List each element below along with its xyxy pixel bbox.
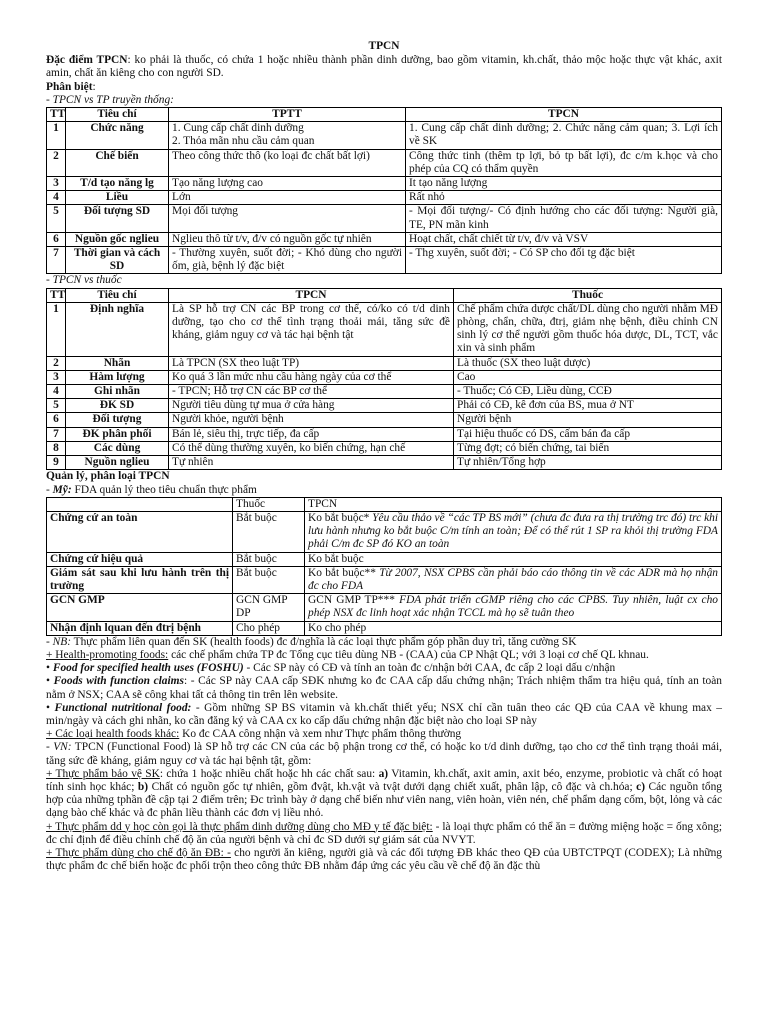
cell-line: 1. Cung cấp chất dinh dưỡng; 2. Chức năng cảm quan; 3. Lợi ích về SK [409,122,718,148]
table1-caption: - TPCN vs TP truyền thống: [46,93,174,106]
table2-cell-index: 9 [47,456,66,470]
table1-cell-criterion: Chức năng [66,122,169,149]
table3-cell-name: Nhận định lquan đến đtrị bệnh [47,621,233,635]
table2-header-row [47,288,722,302]
table3-cell-plain: Ko bắt buộc [308,552,364,565]
table2-cell-index: 5 [47,399,66,413]
table1-cell-col4 [406,177,722,191]
nb-prefix: - [46,635,53,648]
table2-cell-col4 [454,356,722,370]
table2-cell-index: 6 [47,413,66,427]
table2-cell-col3 [169,385,454,399]
table2-cell-index: 2 [47,356,66,370]
table-tpcn-vs-tptt [46,107,722,274]
table2-cell-criterion: Đối tượng [66,413,169,427]
table3-cell-tpcn [305,594,722,621]
cell-line: - Thường xuyên, suốt đời; - Khó dùng cho người ốm, già, bệnh lý đặc biệt [172,247,402,273]
table2-cell-col3 [169,370,454,384]
table1-cell-col4 [406,191,722,205]
cell-line: Bán lẻ, siêu thị, trực tiếp, đa cấp [172,427,320,440]
table1-row [47,122,722,149]
table3-cell-name: Chứng cứ hiệu quả [47,552,233,566]
table1-cell-index: 7 [47,247,66,274]
table3-body [47,511,722,635]
table1-header-row [47,108,722,122]
table3-cell-thuoc: Cho phép [233,621,305,635]
table2-row [47,427,722,441]
table1-body [47,122,722,274]
table1-cell-criterion: Thời gian và cách SD [66,247,169,274]
tpyh-text: - là loại thực phẩm có thể ăn = đường miệng hoặc = ống xông; đc chỉ định để điều chỉnh chế độ ăn của người bệnh và chỉ đc SD dưới sự giám sát của NVYT. [46,820,722,846]
table3-cell-thuoc: GCN GMP DP [233,594,305,621]
table3-cell-name: Giám sát sau khi lưu hành trên thị trường [47,566,233,593]
cell-line: Có thể dùng thường xuyên, ko biến chứng, hạn chế [172,441,406,454]
table1-row [47,232,722,246]
table2-cell-col4 [454,456,722,470]
table2-row [47,456,722,470]
table1-header-cell: TT [47,108,66,122]
cell-line: Tự nhiên/Tổng hợp [457,456,546,469]
my-label: Mỹ: [52,483,72,496]
tpbvsk-text-a: Vitamin, kh.chất, axit amin, axit béo, enzyme, probiotic và chất có hoạt tính sinh học khác; [46,767,722,793]
table3-row [47,566,722,593]
table2-cell-index: 7 [47,427,66,441]
table2-row [47,385,722,399]
document-page [46,40,722,873]
table2-header-cell: TPCN [169,288,454,302]
table1-cell-criterion: Đối tượng SD [66,205,169,232]
table2-cell-criterion: Các dùng [66,441,169,455]
foshu-label: Food for specified health uses (FOSHU) [52,662,244,675]
table2-header-cell: Tiêu chí [66,288,169,302]
table1-row [47,247,722,274]
fnf-bullet: • [46,701,55,714]
table1-cell-col3 [169,205,406,232]
table3-cell-name: GCN GMP [47,594,233,621]
table3-cell-plain: Ko bắt buộc* [308,511,373,524]
tpyh-paragraph [46,821,722,847]
foshu-bullet: • [46,662,53,675]
phan-biet-heading [46,81,722,94]
table1-cell-index: 4 [47,191,66,205]
health-promoting-label: + Health-promoting foods: [46,648,169,661]
table3-cell-plain: GCN GMP TP*** [308,594,400,607]
cell-line: Từng đợt; có biến chứng, tai biến [457,441,610,454]
table2-cell-col4 [454,385,722,399]
other-hf-label: + Các loại health foods khác: [46,728,180,741]
tpdb-label: + Thực phẩm dùng cho chế độ ăn ĐB: - [46,846,231,859]
table3-row [47,594,722,621]
table1-cell-col4 [406,232,722,246]
table2-row [47,441,722,455]
table2-cell-col3 [169,456,454,470]
tpbvsk-c: c) [636,780,645,793]
intro-text: : ko phải là thuốc, có chứa 1 hoặc nhiều thành phần dinh dưỡng, bao gồm vitamin, kh.chất, thảo mộc hoặc thực vật khác, axit amin, chất ăn kiêng cho con người SD. [46,54,722,80]
cell-line: Người tiêu dùng tự mua ở cửa hàng [172,399,335,412]
table3-row [47,621,722,635]
cell-line: 2. Thỏa mãn nhu cầu cảm quan [172,135,315,148]
fwfc-bullet: • [46,675,54,688]
table2-caption: - TPCN vs thuốc [46,274,122,287]
nb-label: NB: [52,635,72,648]
cell-line: 1. Cung cấp chất dinh dưỡng [172,122,304,135]
table1-row [47,191,722,205]
table3-cell-thuoc: Bắt buộc [233,566,305,593]
intro-label: Đặc điểm TPCN [46,54,128,67]
table2-header-cell: Thuốc [454,288,722,302]
foshu-text: - Các SP này có CĐ và tính an toàn đc c/nhận bởi CAA, đc cấp 2 loại dấu c/nhận [243,662,616,675]
cell-line: Rất nhỏ [409,191,445,204]
page-title: TPCN [368,40,400,52]
table1-cell-index: 1 [47,122,66,149]
table1-cell-index: 3 [47,177,66,191]
tpdb-paragraph [46,847,722,873]
cell-line: Chế phẩm chứa dược chất/DL dùng cho người nhằm MĐ phòng, chẩn, chữa, đtrị, giảm nhẹ bệnh, điều chỉnh CN sinh lý cơ thể người gồm thuốc hóa dược, DL, TCT, vắc xin và sinh phẩm [457,302,718,355]
table2-cell-col3 [169,441,454,455]
cell-line: It tạo năng lượng [409,177,488,190]
table1-cell-col3 [169,232,406,246]
table2-cell-col4 [454,370,722,384]
cell-line: - Thuốc; Có CĐ, Liều dùng, CCĐ [457,385,612,398]
cell-line: Tại hiệu thuốc có DS, cấm bán đa cấp [457,427,631,440]
cell-line: Là TPCN (SX theo luật TP) [172,356,300,369]
tpbvsk-label: + Thực phẩm bảo vệ SK [46,767,160,780]
table1-row [47,205,722,232]
table2-cell-criterion: Định nghĩa [66,302,169,356]
table2-cell-criterion: Nhãn [66,356,169,370]
my-prefix: - [46,483,53,496]
cell-line: Là SP hỗ trợ CN các BP trong cơ thể, có/ko có t/d dinh dưỡng, tạo cho cơ thể tình trạng thoải mái, tăng sức đề kháng, giảm nguy cơ và tác hại bệnh tật [172,302,450,342]
cell-line: - Mọi đối tượng/- Có định hướng cho các đối tượng: Người già, TE, PN mãn kinh [409,205,718,231]
table2-cell-col4 [454,413,722,427]
table2-cell-criterion: ĐK phân phối [66,427,169,441]
table1-cell-col3 [169,177,406,191]
quanly-heading: Quản lý, phân loại TPCN [46,470,170,483]
table3-header-cell: Thuốc [233,497,305,511]
cell-line: Người bệnh [457,413,512,426]
table2-cell-criterion: Ghi nhãn [66,385,169,399]
table1-cell-col3 [169,149,406,176]
my-paragraph [46,484,722,497]
table3-header-cell [47,497,233,511]
tpbvsk-paragraph [46,768,722,821]
table3-cell-note: Yêu cầu thảo về “các TP BS mới” (chưa đc đưa ra thị trường trc đó) trc khi lưu hành nhưng ko bắt buộc C/m tính an toàn; Để có thể rút 1 SP ra khỏi thị trường FDA phải C/m đc SP đó KO an toàn [308,511,719,551]
fnf-paragraph [46,702,722,728]
table1-cell-criterion: Chế biến [66,149,169,176]
table3-cell-thuoc: Bắt buộc [233,552,305,566]
table2-cell-col4 [454,399,722,413]
table1-cell-index: 2 [47,149,66,176]
cell-line: - Thg xuyên, suốt đời; - Có SP cho đối tg đặc biệt [409,247,635,260]
cell-line: Nglieu thô từ t/v, đ/v có nguồn gốc tự nhiên [172,232,372,245]
vn-text: TPCN (Functional Food) là SP hỗ trợ các CN của các bộ phận trong cơ thể, có hoặc ko t/d dinh dưỡng, tạo cho cơ thể tình trạng thoải mái, tăng sức đề kháng, giảm nguy cơ và tác hại bệnh tật, gồm: [46,741,722,767]
table1-cell-col4 [406,122,722,149]
cell-line: Lớn [172,191,191,204]
table3-cell-tpcn [305,566,722,593]
table3-row [47,552,722,566]
cell-line: Phải có CĐ, kê đơn của BS, mua ở NT [457,399,634,412]
table2-cell-index: 1 [47,302,66,356]
cell-line: Người khỏe, người bệnh [172,413,284,426]
nb-paragraph [46,636,722,649]
table1-cell-index: 5 [47,205,66,232]
table2-row [47,370,722,384]
table3-cell-name: Chứng cứ an toàn [47,511,233,552]
health-promoting-text: các chế phẩm chứa TP đc Tổng cục tiêu dùng NB - (CAA) của CP Nhật QL; với 3 loại cơ chế QL khnau. [168,648,649,661]
tpbvsk-b: b) [137,780,149,793]
table2-cell-index: 4 [47,385,66,399]
table3-cell-note: FDA phát triển cGMP riêng cho các CPBS. Tuy nhiên, luật cx cho phép NSX đc linh hoạt xác nhận TCCL mà họ sẽ tuân theo [308,594,719,620]
table1-cell-col3 [169,191,406,205]
table3-cell-tpcn [305,511,722,552]
table2-cell-col4 [454,441,722,455]
table2-row [47,413,722,427]
table2-cell-col3 [169,427,454,441]
tpdb-text: cho người ăn kiêng, người già và các đối tượng ĐB khác theo QĐ của UBTCTPQT (CODEX); Là những thực phẩm đc chế biến hoặc đc phối trộn theo công thức ĐB nhằm đáp ứng các yêu cầu về chế độ ăn đặc thù [46,846,722,873]
table1-cell-criterion: T/d tạo năng lg [66,177,169,191]
intro-paragraph [46,54,722,80]
table3-row [47,511,722,552]
vn-prefix: - [46,741,54,754]
table1-row [47,177,722,191]
table3-header-cell: TPCN [305,497,722,511]
fnf-label: Functional nutritional food: [54,701,192,714]
cell-line: Công thức tinh (thêm tp lợi, bỏ tp bất lợi), đc c/m k.học và cho phép của CQ có thẩm quyền [409,149,718,175]
vn-paragraph [46,741,722,767]
table2-cell-criterion: Nguồn nglieu [66,456,169,470]
table2-cell-col3 [169,356,454,370]
table1-cell-col3 [169,122,406,149]
table1-cell-criterion: Nguồn gốc nglieu [66,232,169,246]
table2-row [47,302,722,356]
vn-label: VN: [53,741,72,754]
table2-cell-criterion: Hàm lượng [66,370,169,384]
table1-header-cell: Tiêu chí [66,108,169,122]
other-hf-text: Ko đc CAA công nhận và xem như Thực phẩm thông thường [179,728,462,741]
table3-cell-note: Từ 2007, NSX CPBS cần phải báo cáo thông tin về các ADR mà họ nhận đc cho FDA [308,566,718,592]
table3-cell-tpcn [305,621,722,635]
phan-biet-colon: : [92,80,96,93]
table1-header-cell: TPTT [169,108,406,122]
table2-cell-col3 [169,413,454,427]
tpbvsk-text: : chứa 1 hoặc nhiều chất hoặc hh các chất sau: [159,767,379,780]
table3-header-row [47,497,722,511]
table1-cell-col4 [406,247,722,274]
table1-row [47,149,722,176]
table2-cell-col4 [454,427,722,441]
table2-row [47,356,722,370]
cell-line: Tự nhiên [172,456,214,469]
table2-header-cell: TT [47,288,66,302]
fwfc-text: : - Các SP này CAA cấp SĐK nhưng ko đc CAA cấp dấu chứng nhận; Trách nhiệm thẩm tra hiệu quả, tính an toàn nằm ở NSX; CAA sẽ công khai tất cả thông tin trên lên website. [46,675,722,701]
tpyh-label: + Thực phẩm dd y học còn gọi là thực phẩm dinh dưỡng dùng cho MĐ y tế đặc biệt: [46,820,433,833]
fwfc-label: Foods with function claims [53,675,184,688]
fnf-text: - Gồm những SP BS vitamin và kh.chất thiết yếu; NSX chỉ cần tuân theo các QĐ của CAA về khung max – min/ngày và cách ghi nhãn, ko cần đăng ký và CAA cx ko cấp dấu chứng nhận đặc biệt nào cho loại SP này [46,701,722,727]
table2-cell-criterion: ĐK SD [66,399,169,413]
fwfc-paragraph [46,675,722,701]
cell-line: Tạo năng lượng cao [172,177,263,190]
table2-cell-col4 [454,302,722,356]
table2-row [47,399,722,413]
table2-cell-col3 [169,399,454,413]
table2-cell-index: 8 [47,441,66,455]
health-promoting-paragraph [46,649,722,662]
cell-line: - TPCN; Hỗ trợ CN các BP cơ thể [172,385,328,398]
table1-cell-col4 [406,149,722,176]
cell-line: Là thuốc (SX theo luật dược) [457,356,591,369]
table1-cell-col3 [169,247,406,274]
table2-cell-index: 3 [47,370,66,384]
other-hf-paragraph [46,728,722,741]
cell-line: Theo công thức thô (ko loại đc chất bất lợi) [172,149,370,162]
table2-cell-col3 [169,302,454,356]
table-quan-ly-my [46,497,722,636]
my-text: FDA quản lý theo tiêu chuẩn thực phẩm [71,483,257,496]
cell-line: Cao [457,370,476,383]
table3-cell-plain: Ko cho phép [308,621,367,634]
table3-cell-plain: Ko bắt buộc** [308,566,380,579]
cell-line: Hoạt chất, chất chiết từ t/v, đ/v và VSV [409,232,589,245]
tpbvsk-text-b: Chất có nguồn gốc tự nhiên, gồm đvật, kh.vật và tvật dưới dạng chiết xuất, phân lập, cô đặc và ch.hóa; [148,780,637,793]
cell-line: Mọi đối tượng [172,205,238,218]
table1-header-cell: TPCN [406,108,722,122]
phan-biet-label: Phân biệt [46,80,93,93]
nb-text: Thực phẩm liên quan đến SK (health foods) đc đ/nghĩa là các loại thực phẩm góp phần duy trì, tăng cường SK [71,635,577,648]
table3-cell-tpcn [305,552,722,566]
table3-cell-thuoc: Bắt buộc [233,511,305,552]
foshu-paragraph [46,662,722,675]
cell-line: Ko quá 3 lần mức nhu cầu hàng ngày của cơ thể [172,370,392,383]
table2-body [47,302,722,469]
tpbvsk-a: a) [378,767,389,780]
table-tpcn-vs-thuoc [46,288,722,471]
table1-cell-criterion: Liều [66,191,169,205]
table1-cell-col4 [406,205,722,232]
table1-cell-index: 6 [47,232,66,246]
tpbvsk-text-c: Các nguồn tổng hợp của những tphần đề cập tại 2 điểm trên; Đc trình bày ở dạng chế biến như viên nang, viên hoàn, viên nén, chế phẩm dạng cốm, bột, lỏng và các dạng bào chế khác và đc phân liều thành các đơn vị liều nhỏ. [46,780,723,820]
